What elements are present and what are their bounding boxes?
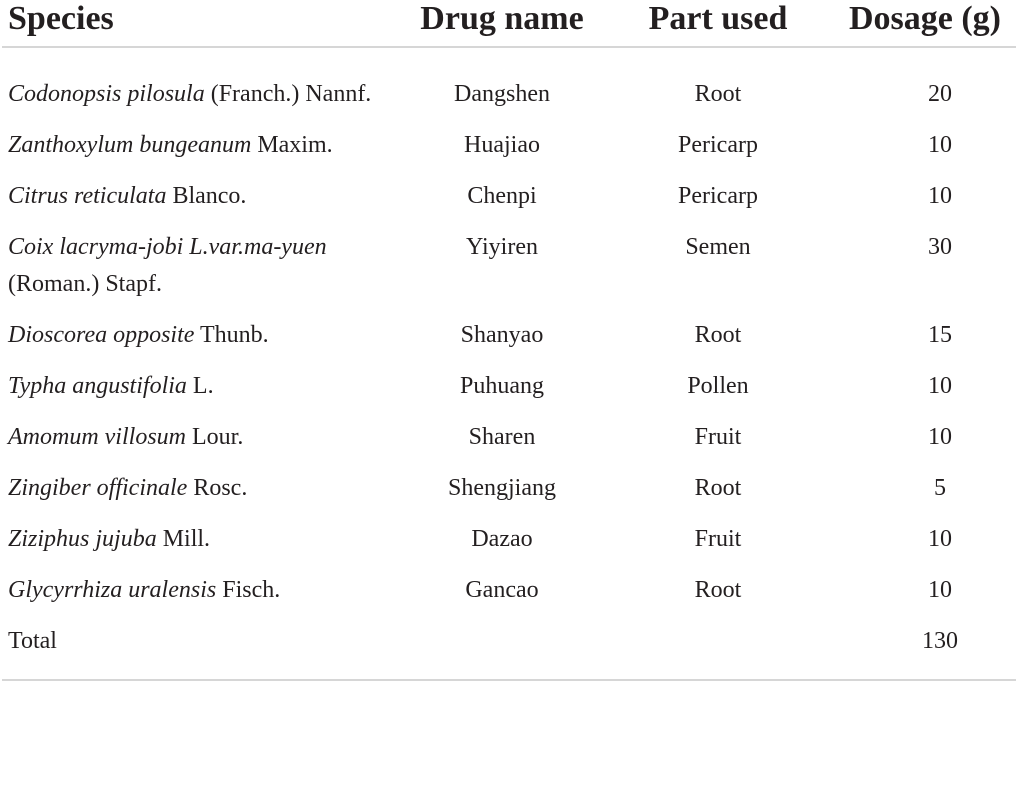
part-used-cell: Pericarp [678, 132, 758, 158]
species-authority: Maxim. [257, 132, 333, 158]
drug-name-cell: Puhuang [460, 373, 544, 399]
header-part-used: Part used [602, 0, 834, 47]
table-body [2, 47, 1016, 680]
species-latin-name: Dioscorea opposite [8, 322, 195, 348]
species-latin-name: Ziziphus jujuba [8, 526, 157, 552]
species-authority: Lour. [191, 424, 244, 450]
table-row [2, 47, 1016, 127]
header-row [2, 0, 1016, 47]
part-used-cell: Pollen [687, 373, 749, 399]
species-cell [2, 419, 402, 470]
species-authority: Rosc. [193, 475, 248, 501]
species-cell [2, 178, 402, 229]
drug-name-cell: Gancao [465, 577, 539, 603]
total-label: Total [2, 623, 402, 680]
part-used-cell: Root [694, 81, 742, 107]
part-used-cell: Semen [685, 234, 751, 260]
header-species: Species [2, 0, 402, 47]
dosage-cell: 30 [928, 234, 952, 260]
table-row [2, 419, 1016, 470]
total-drug-empty [402, 623, 602, 680]
table-row [2, 572, 1016, 623]
total-part-empty [602, 623, 834, 680]
species-latin-name: Amomum villosum [8, 424, 186, 450]
species-authority: Thunb. [200, 322, 269, 348]
total-row [2, 623, 1016, 680]
species-cell [2, 572, 402, 623]
species-authority: (Roman.) Stapf. [8, 271, 162, 297]
part-used-cell: Fruit [694, 424, 742, 450]
dosage-cell: 10 [928, 526, 952, 552]
part-used-cell: Root [694, 475, 742, 501]
table-row [2, 521, 1016, 572]
species-cell [2, 317, 402, 368]
species-latin-name: Typha angustifolia [8, 373, 187, 399]
species-latin-name: Glycyrrhiza uralensis [8, 577, 217, 603]
dosage-cell: 5 [934, 475, 946, 501]
species-cell [2, 229, 402, 317]
species-cell [2, 470, 402, 521]
species-authority: Blanco. [172, 183, 247, 209]
total-dosage: 130 [834, 623, 1016, 680]
drug-name-cell: Dazao [471, 526, 533, 552]
drug-name-cell: Chenpi [467, 183, 537, 209]
part-used-cell: Root [694, 577, 742, 603]
dosage-cell: 20 [928, 81, 952, 107]
table-row [2, 317, 1016, 368]
dosage-cell: 10 [928, 577, 952, 603]
herbal-formula-table [2, 0, 1016, 681]
species-latin-name: Codonopsis pilosula [8, 81, 205, 107]
dosage-cell: 15 [928, 322, 952, 348]
species-latin-name: Citrus reticulata [8, 183, 167, 209]
species-latin-name: Coix lacryma-jobi L.var.ma-yuen [8, 234, 327, 260]
part-used-cell: Root [694, 322, 742, 348]
species-authority: Mill. [162, 526, 211, 552]
header-drug-name: Drug name [402, 0, 602, 47]
species-latin-name: Zanthoxylum bungeanum [8, 132, 252, 158]
drug-name-cell: Yiyiren [466, 234, 538, 260]
drug-name-cell: Shanyao [460, 322, 544, 348]
species-cell [2, 521, 402, 572]
species-authority: Fisch. [222, 577, 281, 603]
species-cell [2, 47, 402, 127]
species-cell [2, 368, 402, 419]
species-latin-name: Zingiber officinale [8, 475, 188, 501]
table-row [2, 470, 1016, 521]
dosage-cell: 10 [928, 132, 952, 158]
species-authority: L. [192, 373, 214, 399]
drug-name-cell: Dangshen [454, 81, 550, 107]
species-cell [2, 127, 402, 178]
part-used-cell: Fruit [694, 526, 742, 552]
part-used-cell: Pericarp [678, 183, 758, 209]
species-authority: (Franch.) Nannf. [210, 81, 372, 107]
table-header [2, 0, 1016, 47]
header-dosage: Dosage (g) [834, 0, 1016, 47]
table-row [2, 368, 1016, 419]
table-row [2, 178, 1016, 229]
drug-name-cell: Sharen [468, 424, 536, 450]
drug-name-cell: Shengjiang [448, 475, 556, 501]
drug-name-cell: Huajiao [464, 132, 540, 158]
dosage-cell: 10 [928, 424, 952, 450]
dosage-cell: 10 [928, 373, 952, 399]
table-row [2, 127, 1016, 178]
dosage-cell: 10 [928, 183, 952, 209]
table-row [2, 229, 1016, 317]
